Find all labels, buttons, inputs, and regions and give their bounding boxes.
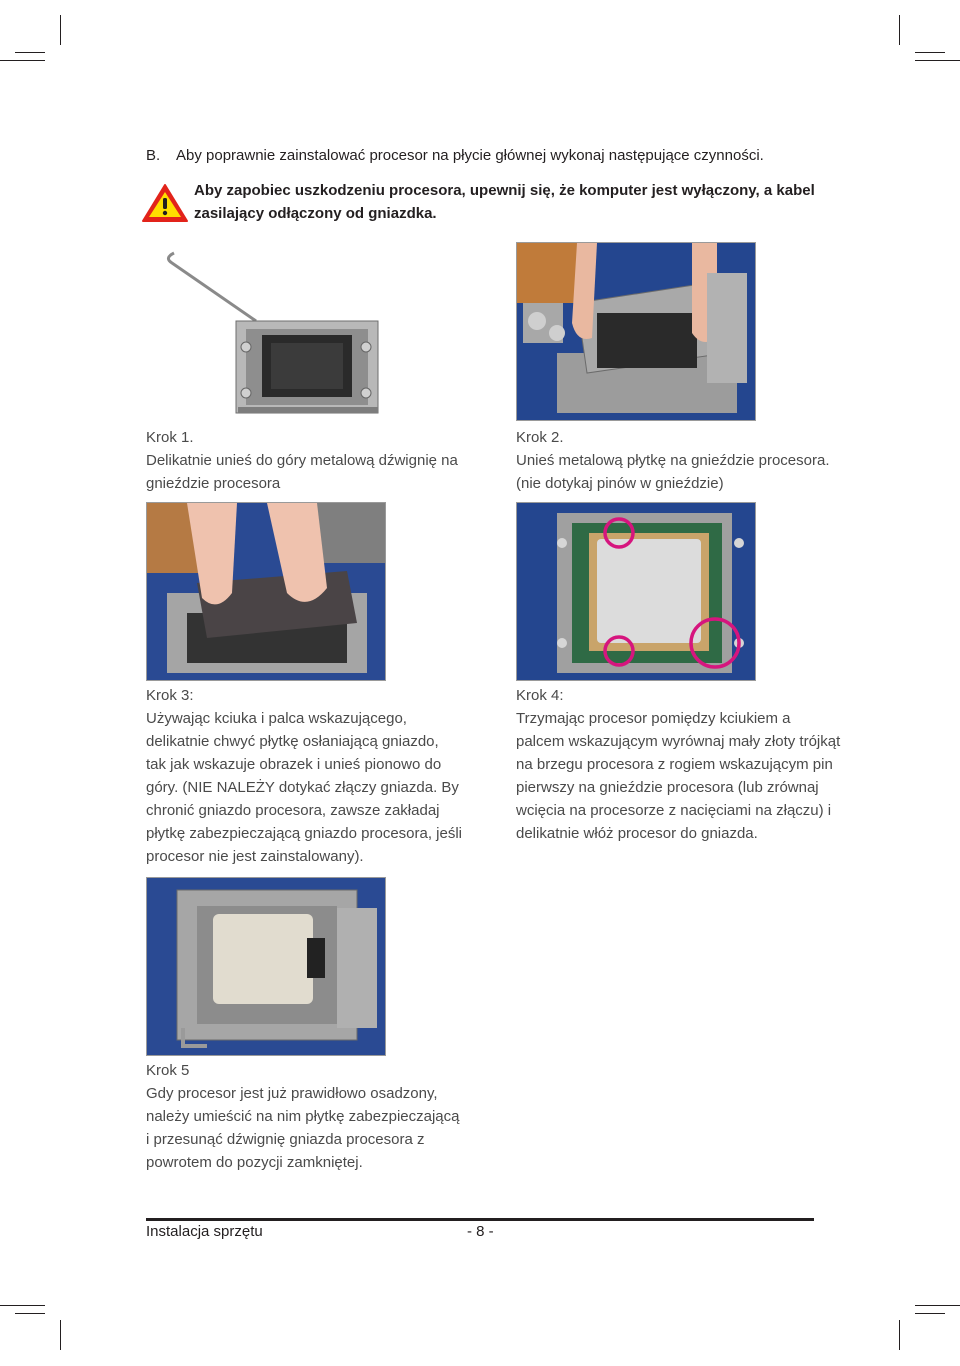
step-line: pierwszy na gnieździe procesora (lub zrównaj — [516, 779, 819, 796]
step-line: procesor nie jest zainstalowany). — [146, 848, 364, 865]
step-title: Krok 5 — [146, 1062, 190, 1079]
step-5-text — [146, 1059, 459, 1174]
footer-section-title: Instalacja sprzętu — [146, 1223, 263, 1240]
step-line: Gdy procesor jest już prawidłowo osadzony, — [146, 1085, 438, 1102]
page-number: - 8 - — [467, 1223, 494, 1240]
step-line: i przesunąć dźwignię gniazda procesora z — [146, 1131, 425, 1148]
step-2-photo — [516, 242, 756, 421]
step-line: Używając kciuka i palca wskazującego, — [146, 710, 407, 727]
step-title: Krok 4: — [516, 687, 564, 704]
step-title: Krok 2. — [516, 429, 564, 446]
step-line: palcem wskazującym wyrównaj mały złoty trójkąt — [516, 733, 841, 750]
warning-line: zasilający odłączony od gniazdka. — [194, 205, 437, 222]
section-intro: Aby poprawnie zainstalować procesor na płycie głównej wykonaj następujące czynności. — [176, 147, 764, 164]
step-line: delikatnie chwyć płytkę osłaniającą gniazdo, — [146, 733, 439, 750]
step-line: powrotem do pozycji zamkniętej. — [146, 1154, 363, 1171]
step-1-photo — [146, 243, 384, 418]
step-1-text — [146, 426, 458, 495]
step-title: Krok 1. — [146, 429, 194, 446]
step-4-photo — [516, 502, 756, 681]
step-line: (nie dotykaj pinów w gnieździe) — [516, 475, 724, 492]
warning-line: Aby zapobiec uszkodzeniu procesora, upewnij się, że komputer jest wyłączony, a kabel — [194, 182, 815, 199]
step-5-photo — [146, 877, 386, 1056]
step-4-text — [516, 684, 840, 845]
step-title: Krok 3: — [146, 687, 194, 704]
step-line: należy umieścić na nim płytkę zabezpieczającą — [146, 1108, 460, 1125]
section-letter: B. — [146, 147, 161, 164]
warning-text — [194, 179, 815, 225]
step-line: na brzegu procesora z rogiem wskazującym pin — [516, 756, 833, 773]
step-line: Unieś metalową płytkę na gnieździe procesora. — [516, 452, 830, 469]
step-line: płytkę zabezpieczającą gniazdo procesora, jeśli — [146, 825, 463, 842]
step-line: wcięcia na procesorze z nacięciami na złączu) i — [516, 802, 832, 819]
step-line: Delikatnie unieś do góry metalową dźwignię na — [146, 452, 458, 469]
step-line: góry. (NIE NALEŻY dotykać złączy gniazda. By — [146, 779, 459, 796]
step-line: gnieździe procesora — [146, 475, 281, 492]
step-3-text — [146, 684, 462, 868]
step-line: delikatnie włóż procesor do gniazda. — [516, 825, 758, 842]
step-2-text — [516, 426, 830, 495]
warning-triangle-icon — [141, 183, 189, 223]
step-line: Trzymając procesor pomiędzy kciukiem a — [516, 710, 791, 727]
step-line: tak jak wskazuje obrazek i unieś pionowo do — [146, 756, 442, 773]
step-line: chronić gniazdo procesora, zawsze zakładaj — [146, 802, 440, 819]
step-3-photo — [146, 502, 386, 681]
